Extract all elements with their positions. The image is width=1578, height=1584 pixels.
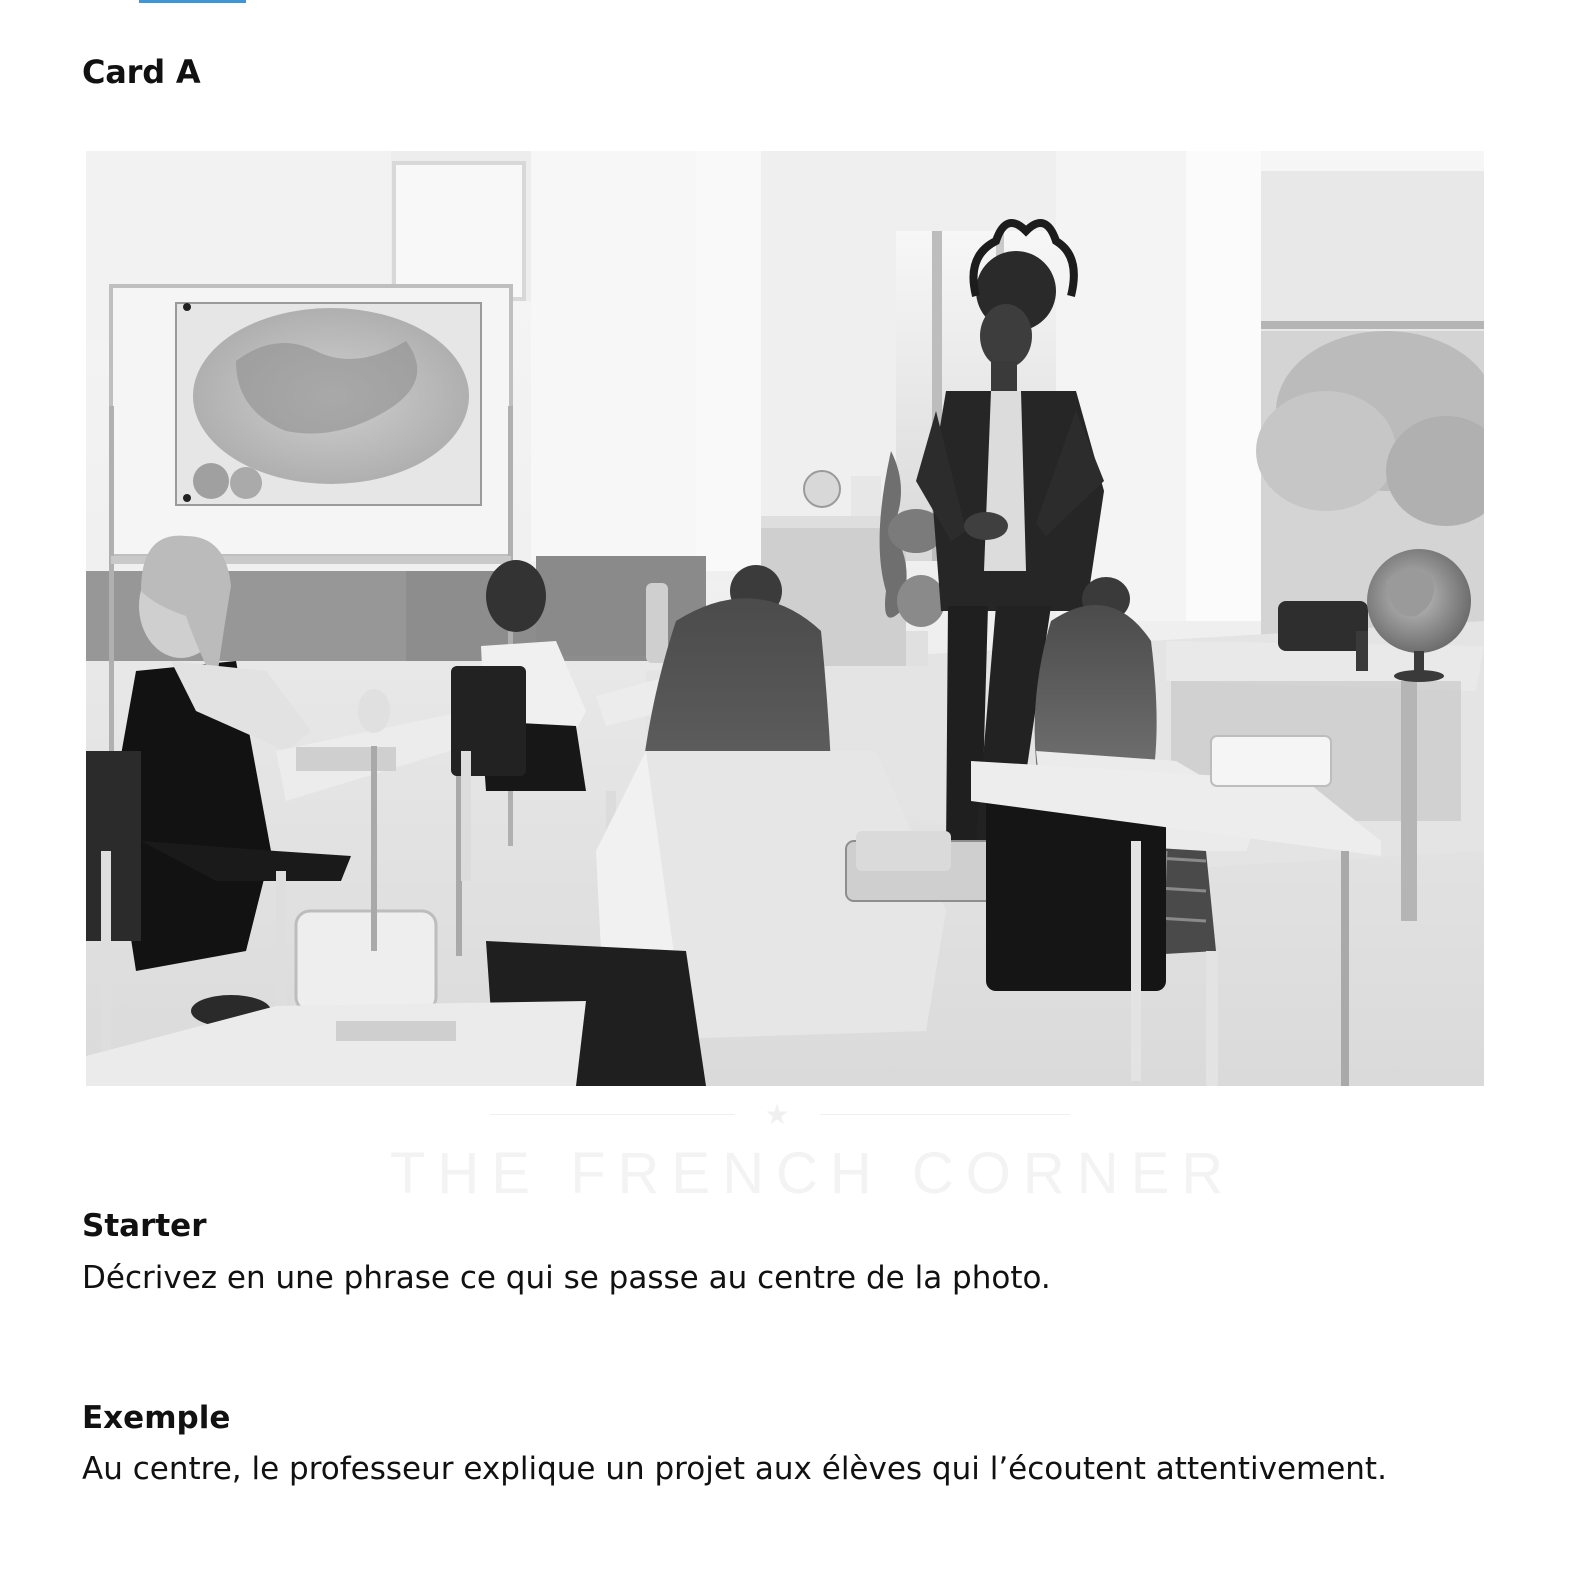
- example-text: Au centre, le professeur explique un projet aux élèves qui l’écoutent attentivement.: [82, 1451, 1387, 1487]
- starter-text: Décrivez en une phrase ce qui se passe au centre de la photo.: [82, 1260, 1051, 1296]
- watermark: [390, 1092, 1236, 1212]
- top-accent-bar: [139, 0, 246, 3]
- classroom-photo: [86, 151, 1484, 1086]
- example-label: Exemple: [82, 1400, 231, 1436]
- watermark-text: THE FRENCH CORNER: [390, 1141, 1236, 1206]
- watermark-line-right: [820, 1114, 1070, 1115]
- card-title: Card A: [82, 53, 201, 91]
- watermark-line-left: [490, 1114, 735, 1115]
- star-icon: ★: [764, 1098, 790, 1131]
- classroom-photo-drawing: [86, 151, 1484, 1086]
- starter-label: Starter: [82, 1208, 207, 1244]
